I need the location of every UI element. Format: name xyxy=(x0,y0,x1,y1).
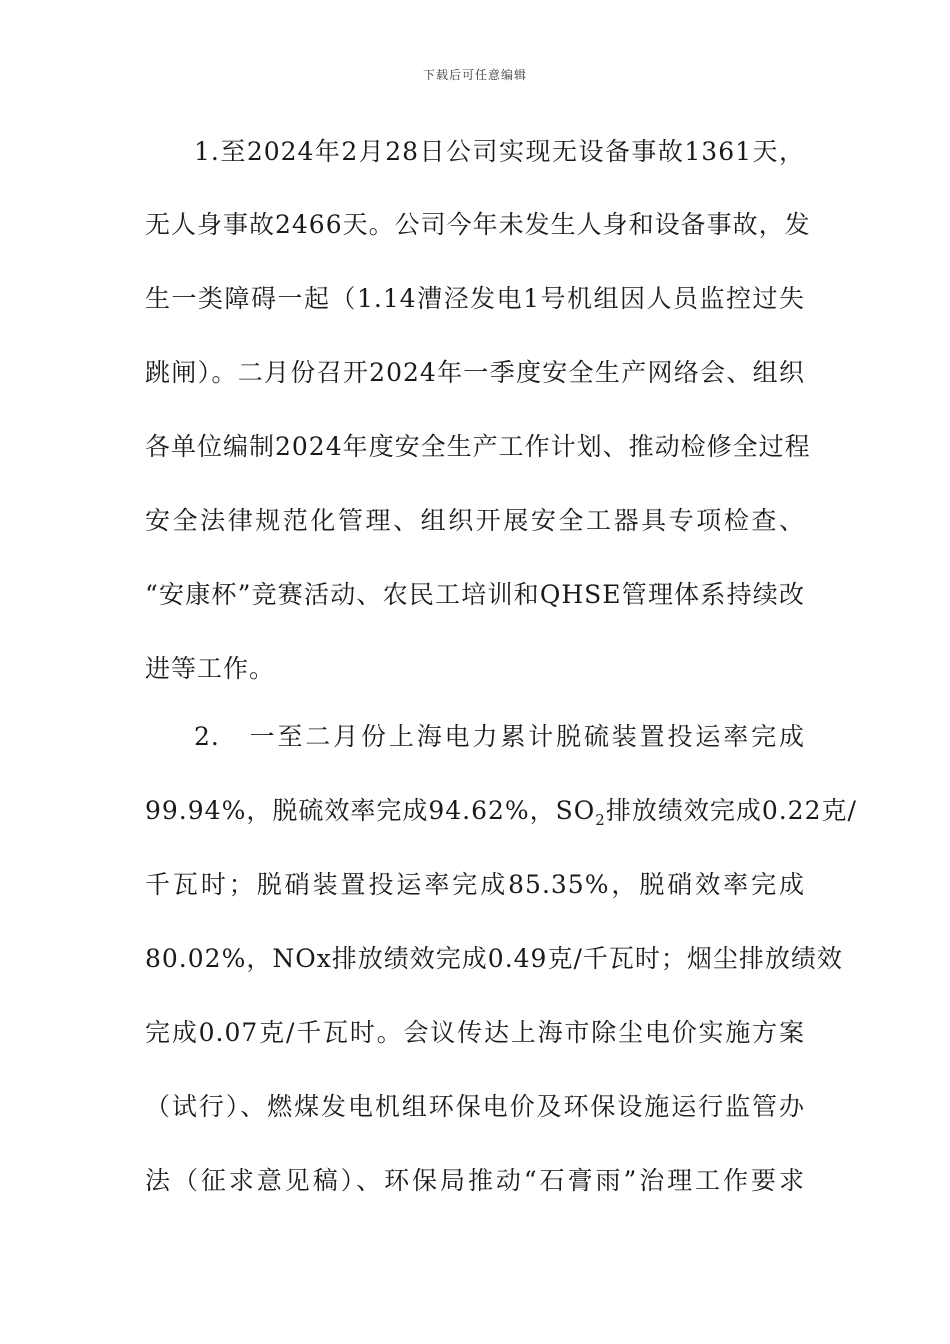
paragraph-1-line-5: 各单位编制2024年度安全生产工作计划、推动检修全过程 xyxy=(145,432,811,461)
paragraph-2-line-2 xyxy=(145,796,857,829)
paragraph-1-line-2: 无人身事故2466天。公司今年未发生人身和设备事故，发 xyxy=(145,210,811,239)
so2-subscript: 2 xyxy=(595,811,606,829)
paragraph-2-line-7: 法（征求意见稿）、环保局推动“石膏雨”治理工作要求 xyxy=(145,1166,805,1195)
paragraph-1-line-6: 安全法律规范化管理、组织开展安全工器具专项检查、 xyxy=(145,506,805,535)
paragraph-1-line-8: 进等工作。 xyxy=(145,654,276,683)
paragraph-2-line-4: 80.02%，NOx排放绩效完成0.49克/千瓦时；烟尘排放绩效 xyxy=(145,944,843,973)
paragraph-2-line-3: 千瓦时；脱硝装置投运率完成85.35%，脱硝效率完成 xyxy=(145,870,805,899)
paragraph-1-line-1: 1.至2024年2月28日公司实现无设备事故1361天， xyxy=(194,137,805,166)
paragraph-1-line-4: 跳闸）。二月份召开2024年一季度安全生产网络会、组织 xyxy=(145,358,805,387)
paragraph-2-line-1: 2. 一至二月份上海电力累计脱硫装置投运率完成 xyxy=(194,722,805,751)
paragraph-2-line-6: （试行）、燃煤发电机组环保电价及环保设施运行监管办 xyxy=(145,1092,805,1121)
paragraph-1-line-3: 生一类障碍一起（1.14漕泾发电1号机组因人员监控过失 xyxy=(145,284,805,313)
paragraph-2-line-2-before: 99.94%，脱硫效率完成94.62%，SO xyxy=(145,796,596,825)
paragraph-2-line-2-after: 排放绩效完成0.22克/ xyxy=(605,796,857,825)
page-header: 下载后可任意编辑 xyxy=(422,68,527,82)
paragraph-2-line-5: 完成0.07克/千瓦时。会议传达上海市除尘电价实施方案 xyxy=(145,1018,805,1047)
paragraph-1-line-7: “安康杯”竞赛活动、农民工培训和QHSE管理体系持续改 xyxy=(145,580,805,609)
